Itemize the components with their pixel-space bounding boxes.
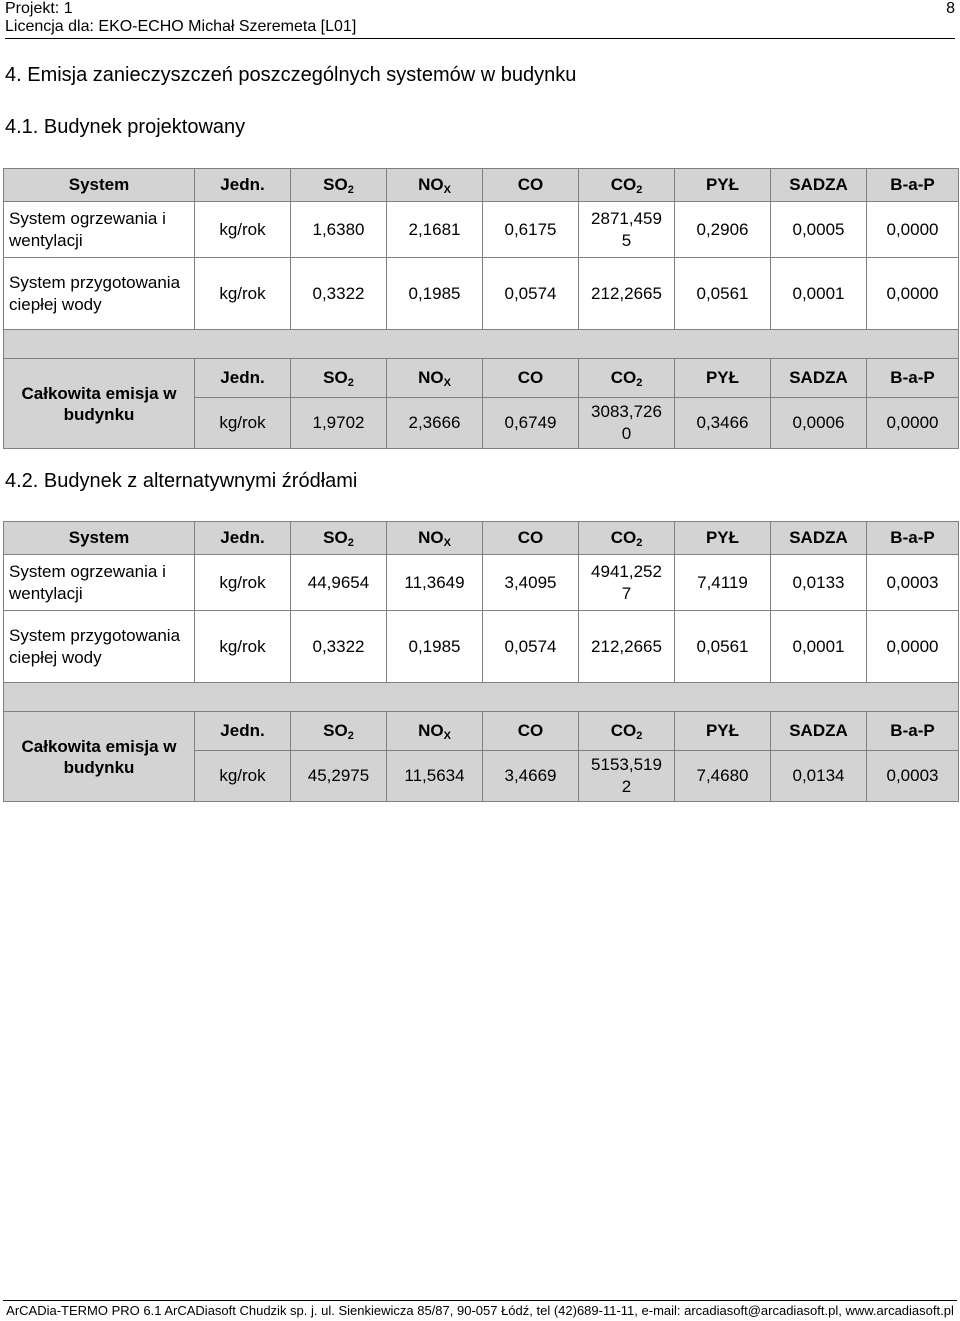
cell-so2: 0,3322 bbox=[291, 611, 387, 683]
cell-co: 0,6175 bbox=[483, 202, 579, 258]
cell-nox: 2,1681 bbox=[387, 202, 483, 258]
table-header-row bbox=[4, 169, 959, 202]
col-sadza: SADZA bbox=[771, 359, 867, 398]
total-label: Całkowita emisja w budynku bbox=[4, 712, 195, 802]
cell-so2: 1,6380 bbox=[291, 202, 387, 258]
total-co: 3,4669 bbox=[483, 751, 579, 802]
total-header-row bbox=[4, 712, 959, 751]
total-bap: 0,0003 bbox=[867, 751, 959, 802]
total-label: Całkowita emisja w budynku bbox=[4, 359, 195, 449]
col-co: CO bbox=[483, 712, 579, 751]
total-nox: 11,5634 bbox=[387, 751, 483, 802]
cell-co2: 212,2665 bbox=[579, 258, 675, 330]
cell-unit: kg/rok bbox=[195, 258, 291, 330]
cell-unit: kg/rok bbox=[195, 555, 291, 611]
row-label: System przygotowania ciepłej wody bbox=[4, 258, 195, 330]
col-bap: B-a-P bbox=[867, 712, 959, 751]
table-row bbox=[4, 258, 959, 330]
col-co2: $CO_2$ bbox=[579, 712, 675, 751]
col-system: System bbox=[4, 522, 195, 555]
total-so2: 1,9702 bbox=[291, 398, 387, 449]
cell-bap: 0,0000 bbox=[867, 202, 959, 258]
cell-sadza: 0,0001 bbox=[771, 258, 867, 330]
separator-row bbox=[4, 683, 959, 712]
license-label: Licencja dla: EKO-ECHO Michał Szeremeta [L01] bbox=[5, 18, 357, 35]
total-nox: 2,3666 bbox=[387, 398, 483, 449]
cell-co: 3,4095 bbox=[483, 555, 579, 611]
cell-sadza: 0,0005 bbox=[771, 202, 867, 258]
cell-co2: 212,2665 bbox=[579, 611, 675, 683]
cell-pyl: 7,4119 bbox=[675, 555, 771, 611]
total-unit: kg/rok bbox=[195, 398, 291, 449]
total-sadza: 0,0134 bbox=[771, 751, 867, 802]
cell-sadza: 0,0133 bbox=[771, 555, 867, 611]
project-label: Projekt: 1 bbox=[5, 0, 73, 17]
total-pyl: 0,3466 bbox=[675, 398, 771, 449]
page-footer: ArCADia-TERMO PRO 6.1 ArCADiasoft Chudzik sp. j. ul. Sienkiewicza 85/87, 90-057 Łódź, tel (42)689-11-11, e-mail: arcadiasoft@arcadiasoft.pl, www.arcadiasoft.pl bbox=[3, 1300, 957, 1321]
subsection-title-projected: 4.1. Budynek projektowany bbox=[5, 116, 246, 138]
col-nox: $NO_X$ bbox=[387, 359, 483, 398]
table-row bbox=[4, 555, 959, 611]
table-row bbox=[4, 611, 959, 683]
col-co: CO bbox=[483, 169, 579, 202]
col-so2: $SO_2$ bbox=[291, 359, 387, 398]
col-pyl: PYŁ bbox=[675, 712, 771, 751]
col-nox: $NO_X$ bbox=[387, 169, 483, 202]
col-so2: $SO_2$ bbox=[291, 522, 387, 555]
total-co: 0,6749 bbox=[483, 398, 579, 449]
col-unit: Jedn. bbox=[195, 712, 291, 751]
total-so2: 45,2975 bbox=[291, 751, 387, 802]
total-sadza: 0,0006 bbox=[771, 398, 867, 449]
cell-sadza: 0,0001 bbox=[771, 611, 867, 683]
cell-so2: 44,9654 bbox=[291, 555, 387, 611]
cell-bap: 0,0000 bbox=[867, 258, 959, 330]
table-row bbox=[4, 202, 959, 258]
cell-co2: 4941,252 7 bbox=[579, 555, 675, 611]
cell-co: 0,0574 bbox=[483, 611, 579, 683]
cell-nox: 0,1985 bbox=[387, 258, 483, 330]
cell-pyl: 0,0561 bbox=[675, 611, 771, 683]
cell-bap: 0,0003 bbox=[867, 555, 959, 611]
col-bap: B-a-P bbox=[867, 169, 959, 202]
subsection-title-alternative: 4.2. Budynek z alternatywnymi źródłami bbox=[5, 470, 358, 492]
col-co2: $CO_2$ bbox=[579, 169, 675, 202]
row-label: System przygotowania ciepłej wody bbox=[4, 611, 195, 683]
row-label: System ogrzewania i wentylacji bbox=[4, 555, 195, 611]
col-co: CO bbox=[483, 359, 579, 398]
cell-bap: 0,0000 bbox=[867, 611, 959, 683]
col-pyl: PYŁ bbox=[675, 522, 771, 555]
total-co2: 3083,726 0 bbox=[579, 398, 675, 449]
cell-unit: kg/rok bbox=[195, 202, 291, 258]
page-header bbox=[5, 0, 955, 39]
cell-pyl: 0,0561 bbox=[675, 258, 771, 330]
col-co: CO bbox=[483, 522, 579, 555]
total-co2: 5153,519 2 bbox=[579, 751, 675, 802]
emissions-table-projected bbox=[3, 168, 959, 449]
col-co2: $CO_2$ bbox=[579, 522, 675, 555]
col-system: System bbox=[4, 169, 195, 202]
col-so2: $SO_2$ bbox=[291, 712, 387, 751]
row-label: System ogrzewania i wentylacji bbox=[4, 202, 195, 258]
table-header-row bbox=[4, 522, 959, 555]
cell-co2: 2871,459 5 bbox=[579, 202, 675, 258]
cell-so2: 0,3322 bbox=[291, 258, 387, 330]
cell-nox: 11,3649 bbox=[387, 555, 483, 611]
col-pyl: PYŁ bbox=[675, 169, 771, 202]
cell-unit: kg/rok bbox=[195, 611, 291, 683]
col-sadza: SADZA bbox=[771, 522, 867, 555]
col-sadza: SADZA bbox=[771, 169, 867, 202]
total-pyl: 7,4680 bbox=[675, 751, 771, 802]
col-bap: B-a-P bbox=[867, 359, 959, 398]
section-title: 4. Emisja zanieczyszczeń poszczególnych systemów w budynku bbox=[5, 64, 577, 86]
emissions-table-alternative bbox=[3, 521, 959, 802]
col-nox: $NO_X$ bbox=[387, 712, 483, 751]
total-header-row bbox=[4, 359, 959, 398]
col-pyl: PYŁ bbox=[675, 359, 771, 398]
cell-co: 0,0574 bbox=[483, 258, 579, 330]
col-co2: $CO_2$ bbox=[579, 359, 675, 398]
col-unit: Jedn. bbox=[195, 169, 291, 202]
col-unit: Jedn. bbox=[195, 359, 291, 398]
total-bap: 0,0000 bbox=[867, 398, 959, 449]
separator-row bbox=[4, 330, 959, 359]
total-unit: kg/rok bbox=[195, 751, 291, 802]
col-nox: $NO_X$ bbox=[387, 522, 483, 555]
cell-nox: 0,1985 bbox=[387, 611, 483, 683]
col-unit: Jedn. bbox=[195, 522, 291, 555]
cell-pyl: 0,2906 bbox=[675, 202, 771, 258]
page-number: 8 bbox=[946, 0, 955, 17]
col-so2: $SO_2$ bbox=[291, 169, 387, 202]
col-bap: B-a-P bbox=[867, 522, 959, 555]
col-sadza: SADZA bbox=[771, 712, 867, 751]
